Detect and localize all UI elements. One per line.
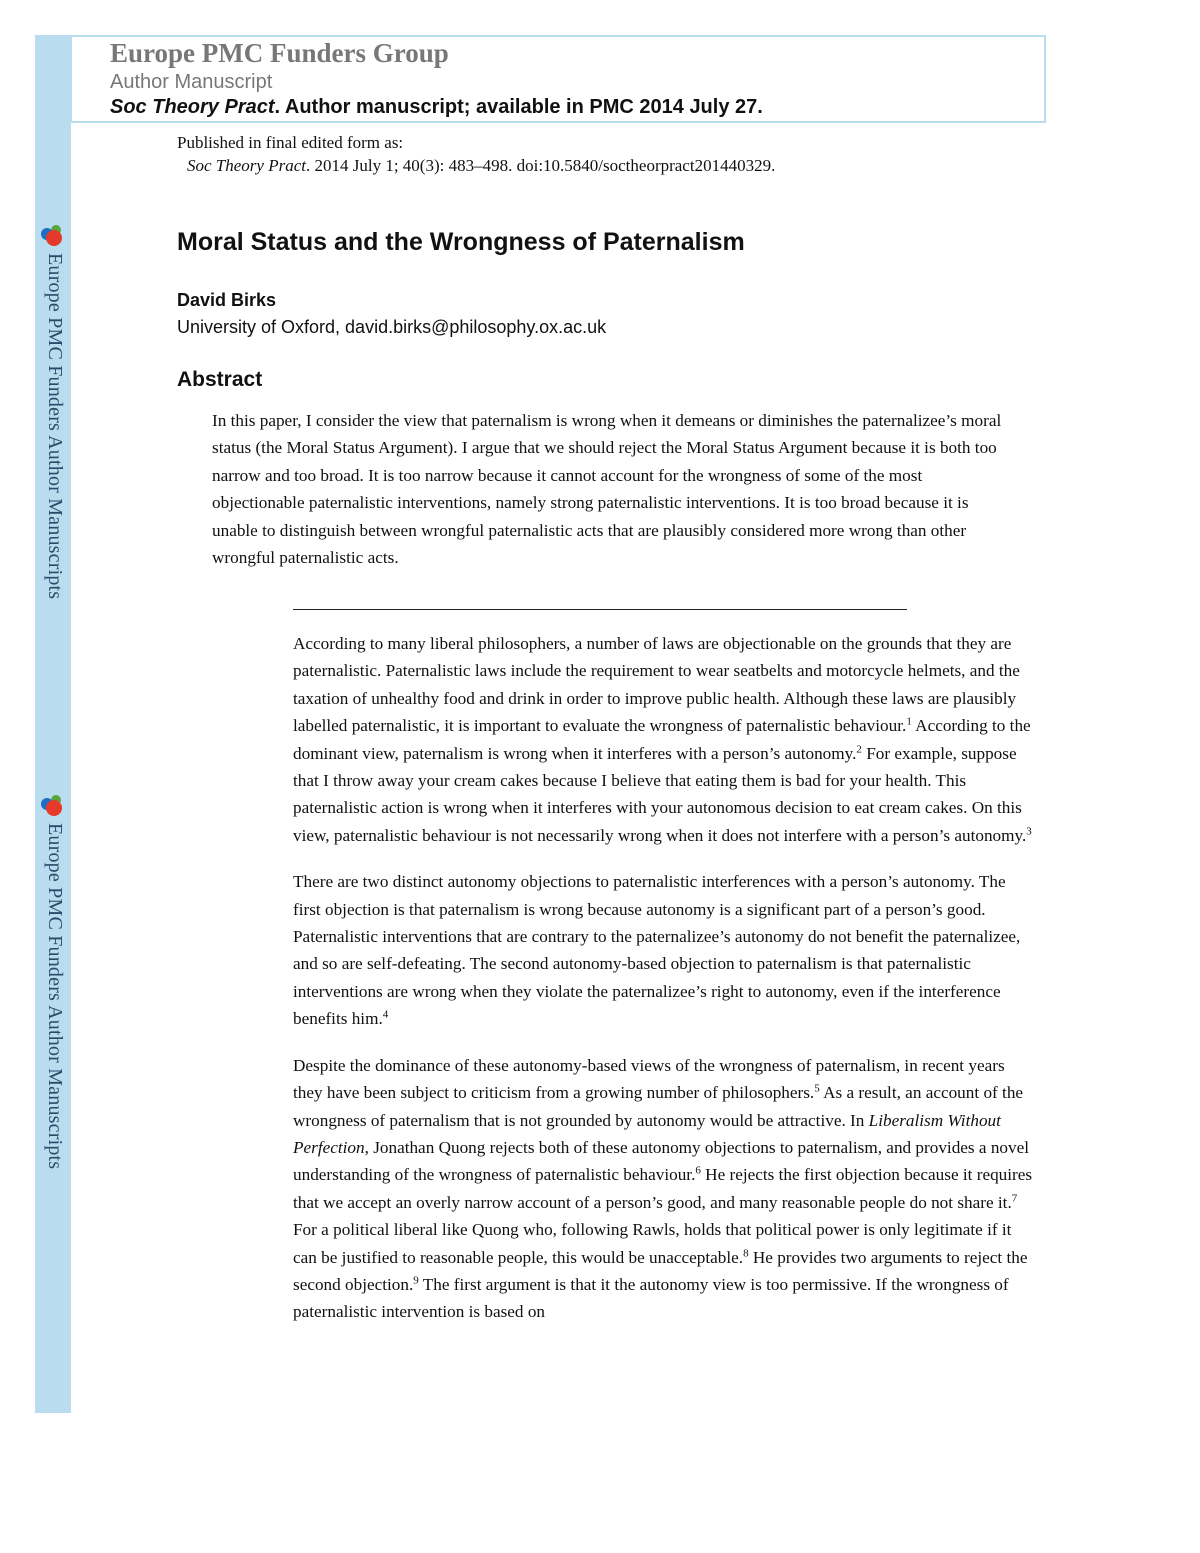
author-affiliation: University of Oxford, david.birks@philosophy.ox.ac.uk [177,317,607,337]
author-name: David Birks [177,290,277,310]
abstract-text: In this paper, I consider the view that paternalism is wrong when it demeans or diminishes the paternalizee’s moral status (the Moral Status Argument). I argue that we should reject the Moral Status Argument because it is both too narrow and too broad. It is too narrow because it cannot account for the wrongness of some of the most objectionable paternalistic interventions, namely strong paternalistic interventions. It is too broad because it is unable to distinguish between wrongful paternalistic acts that are plausibly considered more wrong than other wrongful paternalistic acts. [212,411,1002,568]
publication-info [177,131,775,177]
manuscript-header [70,35,1046,123]
footnote-ref[interactable]: 9 [413,1274,419,1287]
text-run: He rejects the first objection because it requires that we accept an overly narrow account of a person’s good, and many reasonable people do not share it. [293,1165,1033,1212]
footnote-ref[interactable]: 7 [1011,1191,1018,1204]
published-intro: Published in final edited form as: [177,133,404,152]
paragraph [293,868,1033,1032]
funders-group-title: Europe PMC Funders Group [110,38,449,68]
article-title: Moral Status and the Wrongness of Paternalism [177,228,745,256]
sidebar [35,35,71,1413]
sidebar-label-top: Europe PMC Funders Author Manuscripts [44,253,66,600]
text-run: , Jonathan Quong rejects both of these autonomy objections to paternalism, and provides a novel understanding of the wrongness of paternalistic behaviour. [293,1137,1030,1185]
text-run: There are two distinct autonomy objections to paternalistic interferences with a person’s autonomy. The first objection is that paternalism is wrong because autonomy is a significant part of a person’s good. Paternalistic interventions that are contrary to the paternalizee’s autonomy do not benefit the paternalizee, and so are self-defeating. The second autonomy-based objection to paternalism is that paternalistic interventions are wrong when they violate the paternalizee’s right to autonomy, even if the interference benefits him. [293,872,1021,1029]
paragraph [293,630,1033,849]
citation-details: . 2014 July 1; 40(3): 483–498. doi:10.5840/soctheorpract201440329. [305,156,776,175]
journal-availability [110,96,763,119]
footnote-ref[interactable]: 4 [382,1008,389,1021]
footnote-ref[interactable]: 6 [695,1164,701,1177]
text-run: He provides two arguments to reject the second objection. [293,1247,1028,1294]
abstract-heading: Abstract [177,368,263,391]
text-run: According to the dominant view, paternalism is wrong when it interferes with a person’s autonomy. [293,716,1031,763]
article-body [293,630,1033,1345]
text-run: The first argument is that it the autonomy view is too permissive. If the wrongness of paternalistic intervention is based on [293,1274,1009,1322]
sidebar-label-bottom: Europe PMC Funders Author Manuscripts [44,823,66,1170]
author-manuscript-label: Author Manuscript [110,71,273,93]
footnote-ref[interactable]: 3 [1026,825,1032,838]
footnote-ref[interactable]: 8 [743,1246,749,1259]
section-divider [293,609,907,610]
europe-pmc-logo-icon [39,793,65,819]
footnote-ref[interactable]: 5 [814,1082,820,1095]
footnote-ref[interactable]: 2 [856,742,862,755]
text-run: According to many liberal philosophers, a number of laws are objectionable on the grounds that they are paternalistic. Paternalistic laws include the requirement to wear seatbelts and motorcycle helmets, and the taxation of unhealthy food and drink in order to improve public health. Although these laws are plausibly labelled paternalistic, it is important to evaluate the wrongness of paternalistic behaviour. [293,634,1020,736]
paragraph [293,1052,1033,1326]
text-run: For a political liberal like Quong who, following Rawls, holds that political power is only legitimate if it can be justified to reasonable people, this would be unacceptable. [293,1220,1012,1267]
text-run: For example, suppose that I throw away your cream cakes because I believe that eating them is bad for your health. This paternalistic action is wrong when it interferes with your autonomous decision to eat cream cakes. On this view, paternalistic behaviour is not necessarily wrong when it does not interfere with a person’s autonomy. [293,743,1027,845]
europe-pmc-logo-icon [39,223,65,249]
availability-text: . Author manuscript; available in PMC 2014 July 27. [274,96,763,118]
text-run: As a result, an account of the wrongness of paternalism that is not grounded by autonomy would be attractive. In [293,1083,1024,1130]
footnote-ref[interactable]: 1 [906,715,912,728]
text-run: Despite the dominance of these autonomy-based views of the wrongness of paternalism, in recent years they have been subject to criticism from a growing number of philosophers. [293,1055,1005,1103]
citation-journal: Soc Theory Pract [187,156,306,175]
journal-name: Soc Theory Pract [110,96,275,118]
citation [177,154,775,177]
book-title: Liberalism Without Perfection [293,1110,1001,1157]
